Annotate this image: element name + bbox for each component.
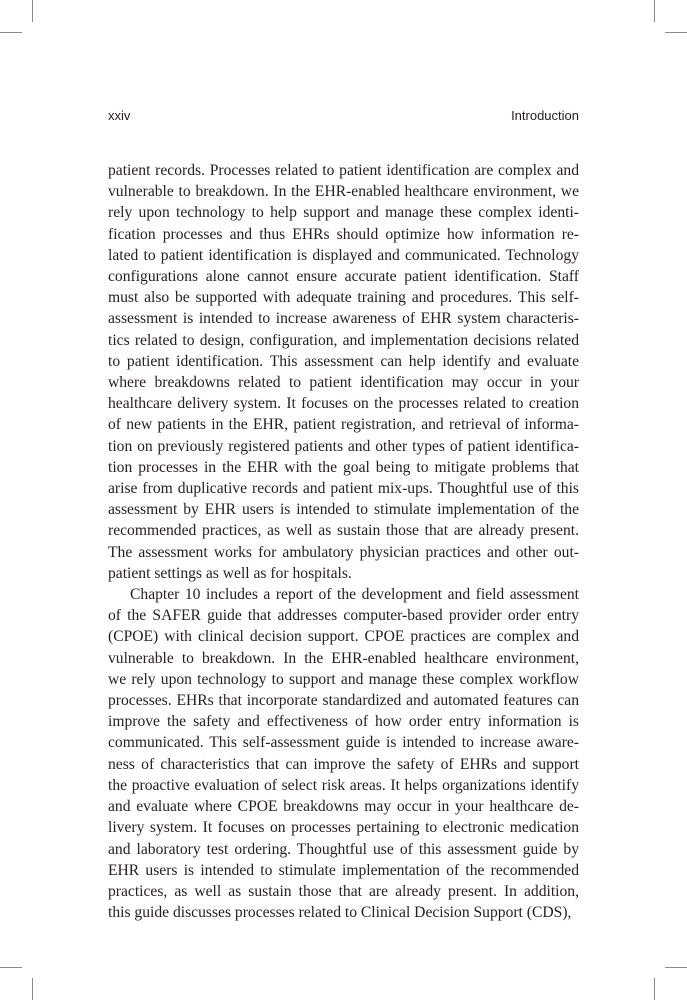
text-line: tion processes in the EHR with the goal being to mitigate problems that bbox=[108, 458, 579, 476]
text-line: the proactive evaluation of select risk areas. It helps organizations identify bbox=[108, 776, 579, 794]
crop-mark-bottom-left-h bbox=[0, 967, 22, 968]
text-line: patient settings as well as for hospitals. bbox=[108, 564, 352, 582]
text-line: patient records. Processes related to patient identification are complex and bbox=[108, 162, 579, 179]
text-line: vulnerable to breakdown. In the EHR-enabled healthcare environment, bbox=[108, 649, 579, 667]
text-line: of new patients in the EHR, patient registration, and retrieval of informa- bbox=[108, 416, 579, 434]
crop-mark-top-left-h bbox=[0, 32, 22, 33]
page-number: xxiv bbox=[108, 108, 131, 123]
text-line: and evaluate where CPOE breakdowns may occur in your healthcare de- bbox=[108, 798, 579, 816]
text-line: to patient identification. This assessment can help identify and evaluate bbox=[108, 352, 579, 370]
text-line: fication processes and thus EHRs should optimize how information re- bbox=[108, 225, 579, 243]
crop-mark-bottom-right-h bbox=[665, 967, 687, 968]
text-line: recommended practices, as well as sustain those that are already present. bbox=[108, 522, 579, 540]
text-line: vulnerable to breakdown. In the EHR-enabled healthcare environment, we bbox=[108, 183, 579, 201]
text-line: lated to patient identification is displayed and communicated. Technology bbox=[108, 246, 579, 264]
text-line: ness of characteristics that can improve the safety of EHRs and support bbox=[108, 755, 579, 773]
text-line: Chapter 10 includes a report of the development and field assessment bbox=[130, 586, 579, 604]
text-line: livery system. It focuses on processes pertaining to electronic medication bbox=[108, 819, 579, 837]
paragraph bbox=[108, 160, 579, 584]
crop-mark-top-right-h bbox=[665, 32, 687, 33]
body-text bbox=[108, 160, 579, 923]
text-line: (CPOE) with clinical decision support. CPOE practices are complex and bbox=[108, 628, 579, 646]
text-line: configurations alone cannot ensure accurate patient identification. Staff bbox=[108, 268, 579, 286]
text-line: assessment by EHR users is intended to stimulate implementation of the bbox=[108, 501, 579, 519]
text-line: EHR users is intended to stimulate implementation of the recommended bbox=[108, 861, 579, 879]
text-line: assessment is intended to increase awareness of EHR system characteris- bbox=[108, 310, 579, 328]
paragraph bbox=[108, 584, 579, 923]
crop-mark-top-left bbox=[32, 0, 33, 22]
text-line: practices, as well as sustain those that are already present. In addition, bbox=[108, 882, 579, 900]
text-line: of the SAFER guide that addresses computer-based provider order entry bbox=[108, 607, 579, 625]
crop-mark-bottom-left bbox=[32, 978, 33, 1000]
section-title: Introduction bbox=[511, 108, 579, 123]
text-line: improve the safety and effectiveness of how order entry information is bbox=[108, 713, 579, 731]
text-line: must also be supported with adequate training and procedures. This self- bbox=[108, 289, 579, 307]
text-line: communicated. This self-assessment guide is intended to increase aware- bbox=[108, 734, 579, 752]
text-line: we rely upon technology to support and manage these complex workflow bbox=[108, 670, 579, 688]
crop-mark-top-right bbox=[654, 0, 655, 22]
text-line: arise from duplicative records and patient mix-ups. Thoughtful use of this bbox=[108, 480, 579, 498]
text-line: healthcare delivery system. It focuses on the processes related to creation bbox=[108, 395, 579, 413]
text-line: tion on previously registered patients and other types of patient identifica- bbox=[108, 437, 579, 455]
running-head bbox=[108, 108, 579, 126]
text-line: processes. EHRs that incorporate standardized and automated features can bbox=[108, 692, 579, 710]
text-line: tics related to design, configuration, and implementation decisions related bbox=[108, 331, 579, 349]
crop-mark-bottom-right bbox=[654, 978, 655, 1000]
text-line: this guide discusses processes related to Clinical Decision Support (CDS), bbox=[108, 904, 572, 922]
text-line: where breakdowns related to patient identification may occur in your bbox=[108, 374, 579, 392]
text-line: The assessment works for ambulatory physician practices and other out- bbox=[108, 543, 579, 561]
text-line: rely upon technology to help support and manage these complex identi- bbox=[108, 204, 579, 222]
text-line: and laboratory test ordering. Thoughtful use of this assessment guide by bbox=[108, 840, 579, 858]
